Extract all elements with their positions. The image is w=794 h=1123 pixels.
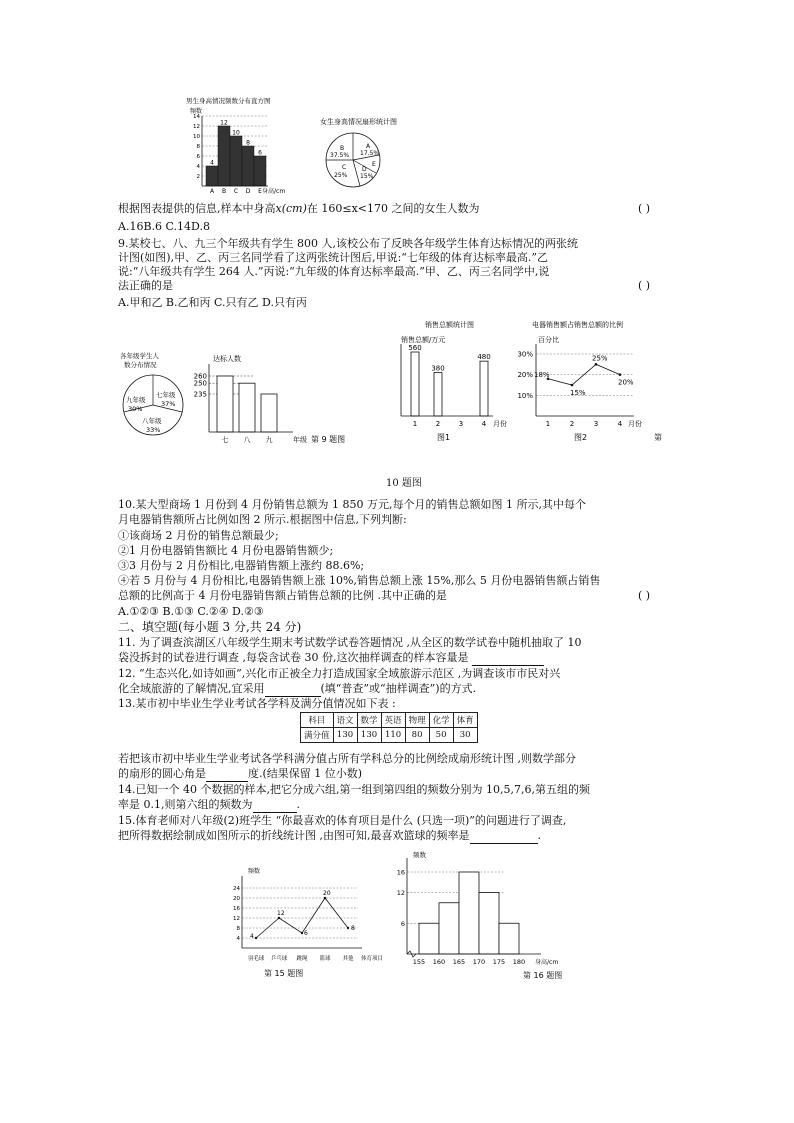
x-tick-label: 175 [492,958,506,966]
bar [479,893,499,955]
q10-answer-paren: ( ) [638,589,651,602]
girls-pie-d: D [362,166,367,173]
boys-histogram-ylabel: 频数 [190,108,203,115]
ratio-line-ylabel: 百分比 [538,336,559,344]
data-point [255,937,257,939]
score-table-cell: 数学 [357,713,381,728]
y-tick-label: 235 [193,390,207,399]
grade-pie-title-1: 各年级学生人 [120,352,159,360]
x-tick-label: 3 [593,420,599,428]
q10-s3: ③3 月份与 2 月份相比,电器销售额上涨约 88.6%; [118,559,365,572]
q13-line2: 若把该市初中毕业生学业考试各学科满分值占所有学科总分的比例绘成扇形统计图 ,则数学部分 [118,752,576,765]
q8-range: 在 160≤x<170 之间的女生人数为 [306,202,480,215]
score-table-value-row [301,728,478,743]
bar [230,136,242,186]
q11-line1: 11. 为了调查滨湖区八年级学生期末考试数学试卷答题情况 ,从全区的数学试卷中随机抽取了 10 [118,636,582,649]
sports-line-chart [228,864,388,980]
data-point [571,384,574,387]
q8-options: A.16B.6 C.14D.8 [118,220,210,233]
point-value-label: 12 [277,910,285,917]
q14-line2: 率是 0.1,则第六组的频数为 . [118,798,300,811]
girls-pie-d-pct: 15% [360,173,374,180]
y-tick-label: 12 [396,889,405,897]
data-point [278,917,280,919]
q12-answer-blank[interactable] [265,682,321,697]
q15-line2-text: 把所得数据绘制成如图所示的折线统计图 ,由图可知,最喜欢篮球的频率是 [118,829,470,842]
girls-pie-b-pct: 37.5% [330,152,350,159]
bar-value-label: 480 [477,353,491,362]
grade-pie-g9: 九年级 [126,396,146,404]
y-tick-label: 8 [236,926,240,932]
data-point [301,932,303,934]
q14-line2a: 率是 0.1,则第六组的频数为 [118,798,253,811]
bar [254,156,266,186]
grade-pie-g8-pct: 33% [146,426,161,434]
bar [480,361,488,416]
q10-line2: 月电器销售额所占比例如图 2 所示.根据图中信息,下列判断: [118,513,407,526]
bar [411,352,419,416]
x-tick-label: 2 [569,420,575,428]
score-table-cell: 物理 [405,713,429,728]
qualified-bar-chart [193,352,363,444]
grade-pie-g9-pct: 30% [128,405,143,413]
section-fill-in-title: 二、填空题(每小题 3 分,共 24 分) [118,620,302,634]
sales-bar-ylabel: 销售总额/万元 [401,336,446,344]
bar [499,923,519,954]
bar [439,903,459,954]
x-tick-label: 4 [481,420,487,428]
q10-s1: ①该商场 2 月份的销售总额最少; [118,529,279,542]
girls-pie-title: 女生身高情况扇形统计图 [320,118,397,126]
height-histogram-xlabel: 身高/cm [535,959,559,966]
fig15-caption: 第 15 题图 [264,969,304,978]
bar [261,394,277,432]
fig9-caption: 第 9 题图 [311,435,346,444]
height-histogram [395,848,575,982]
y-tick-label: 12 [193,124,200,130]
fig16-caption: 第 16 题图 [523,971,563,980]
point-value-label: 20 [323,890,331,897]
sales-bar-caption: 图1 [437,433,451,442]
data-point [595,363,598,366]
girls-pie-c-pct: 25% [334,172,348,179]
x-tick-label: 跳绳 [296,956,308,962]
ratio-line-xlabel: 月份 [628,420,642,428]
x-tick-label: 2 [435,420,441,428]
x-tick-label: 1 [412,420,418,428]
girls-pie-chart [318,115,428,195]
q9-options: A.甲和乙 B.乙和丙 C.只有乙 D.只有丙 [118,296,307,309]
boys-histogram-title: 男生身高情况频数分布直方图 [186,97,271,105]
q9-line2: 计图(如图),甲、乙、丙三名同学看了这两张统计图后,甲说:“七年级的体育达标率最高.”乙 [118,251,549,264]
x-tick-label: 篮球 [319,956,331,962]
point-value-label: 20% [618,378,634,387]
x-tick-label: 1 [545,420,551,428]
x-tick-label: B [221,188,227,195]
q14-line1: 14.已知一个 40 个数据的样本,把它分成六组,第一组到第四组的频数分别为 10,5,7,6,第五组的频 [118,783,590,796]
bar [419,923,439,954]
sports-line-xlabel: 体育项目 [361,956,384,962]
x-tick-label: 乒乓球 [270,956,288,962]
x-tick-label: 170 [472,958,486,966]
girls-pie-a: A [366,143,371,150]
q10-line1: 10.某大型商场 1 月份到 4 月份销售总额为 1 850 万元,每个月的销售总额如图 1 所示,其中每个 [118,498,586,511]
y-tick-label: 20% [517,371,533,380]
y-tick-label: 20 [233,896,240,902]
bar-value-label: 8 [246,139,250,147]
q13-line3a: 的扇形的圆心角是 [118,767,206,780]
score-table-cell: 语文 [333,713,357,728]
girls-pie-c: C [342,164,347,171]
score-table-cell: 英语 [381,713,405,728]
score-table-header-row [301,713,478,728]
x-tick-label: 155 [412,958,426,966]
sales-bar-xlabel: 月份 [493,420,507,428]
x-tick-label: 九 [265,436,273,444]
q8-var: x(cm) [275,202,307,215]
score-table-cell: 30 [453,728,477,743]
fig10-caption: 10 题图 [386,478,422,489]
x-tick-label: 165 [452,958,466,966]
x-tick-label: 其他 [342,956,354,962]
q13-answer-blank[interactable] [206,767,248,782]
bar-value-label: 10 [232,129,240,137]
q11-answer-blank[interactable] [472,651,544,666]
girls-pie-a-pct: 17.5% [360,150,380,157]
grade-pie-g7-pct: 37% [161,400,176,408]
boys-histogram-xlabel: 身高/cm [262,188,286,195]
point-value-label: 15% [570,389,586,397]
q11-line2 [118,651,544,666]
score-table-cell: 化学 [429,713,453,728]
girls-pie-e: E [372,161,376,168]
bar-value-label: 560 [408,344,422,352]
x-tick-label: C [233,188,239,195]
y-tick-label: 24 [233,886,240,892]
x-tick-label: 七 [221,436,229,444]
y-tick-label: 8 [196,144,200,150]
score-table-cell: 科目 [301,713,334,728]
q14-answer-blank[interactable] [253,798,297,813]
bar [206,166,218,186]
bar-value-label: 6 [258,149,262,157]
sports-line-ylabel: 频数 [248,868,261,875]
grade-pie-chart [118,350,188,440]
y-tick-label: 2 [196,174,200,180]
y-tick-label: 16 [396,868,405,877]
bar [434,373,442,416]
score-table-cell: 满分值 [301,728,334,743]
data-point [347,927,349,929]
score-table-cell: 110 [381,728,405,743]
y-tick-label: 16 [233,906,240,912]
score-table-cell: 体育 [453,713,477,728]
sales-bar-title: 销售总额统计图 [425,321,474,329]
q10-s2: ②1 月份电器销售额比 4 月份电器销售额少; [118,544,334,557]
y-tick-label: 10 [193,134,200,140]
q15-line2: 把所得数据绘制成如图所示的折线统计图 ,由图可知,最喜欢篮球的频率是 . [118,829,541,842]
score-table-cell: 130 [333,728,357,743]
q12-line1: 12. “生态兴化,如诗如画”,兴化市正被全力打造成国家全域旅游示范区 ,为调查该市市民对兴 [118,667,561,680]
y-tick-label: 4 [236,936,240,942]
x-tick-label: E [258,188,262,195]
q10-options: A.①②③ B.①③ C.②④ D.②③ [118,605,264,618]
ratio-line-title: 电器销售额占销售总额的比例 [532,321,623,329]
qualified-bar-xlabel: 年级 [293,436,307,444]
y-tick-label: 4 [196,164,200,170]
q13-line1: 13.某市初中毕业生学业考试各学科及满分值情况如下表 : [118,697,396,710]
point-value-label: 18% [534,370,550,379]
qualified-bar-ylabel: 达标人数 [213,355,241,363]
point-value-label: 6 [304,930,308,937]
boys-histogram [180,94,290,198]
q12-line2a: 化全域旅游的了解情况,宜采用 [118,682,265,695]
grade-pie-g8: 八年级 [142,417,162,425]
y-tick-label: 6 [196,154,200,160]
y-tick-label: 30% [517,350,533,359]
grade-pie-title-2: 数分布情况 [124,361,157,369]
data-point [619,373,622,376]
q9-answer-paren: ( ) [638,279,651,292]
q9-line1: 9.某校七、八、九三个年级共有学生 800 人,该校公布了反映各年级学生体育达标情况的两张统 [118,237,578,250]
fig10-caption-prefix: 第 [654,433,662,442]
x-tick-label: 羽毛球 [247,956,265,962]
q8-stem [118,202,480,216]
q13-line3 [118,767,362,782]
score-table [300,712,478,743]
x-tick-label: 160 [432,958,446,966]
q8-answer-paren: ( ) [638,202,651,215]
bar [217,376,233,432]
q10-s4: ④若 5 月份与 4 月份相比,电器销售额上涨 10%,销售总额上涨 15%,那么 5 月份电器销售额占销售 [118,574,601,587]
q9-line3: 说:“八年级共有学生 264 人.”丙说:“九年级的体育达标率最高.”甲、乙、丙三名同学中,说 [118,265,550,278]
girls-pie-b: B [340,145,345,152]
y-tick-label: 14 [193,114,200,120]
q10-s5: 总额的比例高于 4 月份电器销售额占销售总额的比例 .其中正确的是 [118,589,447,602]
bar-value-label: 380 [431,364,445,373]
bar [218,126,230,186]
q12-line2b: (填“普查”或“抽样调查”)的方式. [320,682,477,695]
sales-bar-chart [385,318,515,444]
x-tick-label: 180 [512,958,526,966]
ratio-line-chart [512,318,672,444]
score-table-cell: 50 [429,728,453,743]
q15-line1: 15.体育老师对八年级(2)班学生 “你最喜欢的体育项目是什么 (只选一项)”的问题进行了调查, [118,814,567,827]
bar [239,383,255,432]
y-tick-label: 250 [193,379,207,388]
q13-line3b: 度.(结果保留 1 位小数) [248,767,363,780]
point-value-label: 25% [592,354,608,363]
score-table-cell: 130 [357,728,381,743]
bar [459,872,479,954]
x-tick-label: 八 [243,436,251,444]
y-tick-label: 12 [233,916,240,922]
y-tick-label: 260 [193,372,207,381]
q11-line2-text: 袋没拆封的试卷进行调查 ,每袋含试卷 30 份,这次抽样调查的样本容量是 [118,651,469,664]
x-tick-label: A [209,188,215,195]
point-value-label: 8 [351,925,355,932]
y-tick-label: 10% [517,391,533,400]
x-tick-label: 4 [617,420,623,428]
point-value-label: 4 [250,933,254,940]
x-tick-label: 3 [458,420,464,428]
bar [242,146,254,186]
score-table-cell: 80 [405,728,429,743]
ratio-line-caption: 图2 [574,433,588,442]
height-histogram-ylabel: 频数 [413,851,426,859]
q9-line4: 法正确的是 [118,279,173,292]
y-tick-label: 6 [400,919,405,928]
q12-line2 [118,682,476,697]
bar-value-label: 12 [220,119,228,127]
bar-value-label: 4 [210,159,214,167]
grade-pie-g7: 七年级 [156,391,176,399]
q15-answer-blank[interactable] [470,829,538,844]
data-point [324,897,326,899]
x-tick-label: D [245,188,251,195]
q8-text: 根据图表提供的信息,样本中身高 [118,202,276,215]
